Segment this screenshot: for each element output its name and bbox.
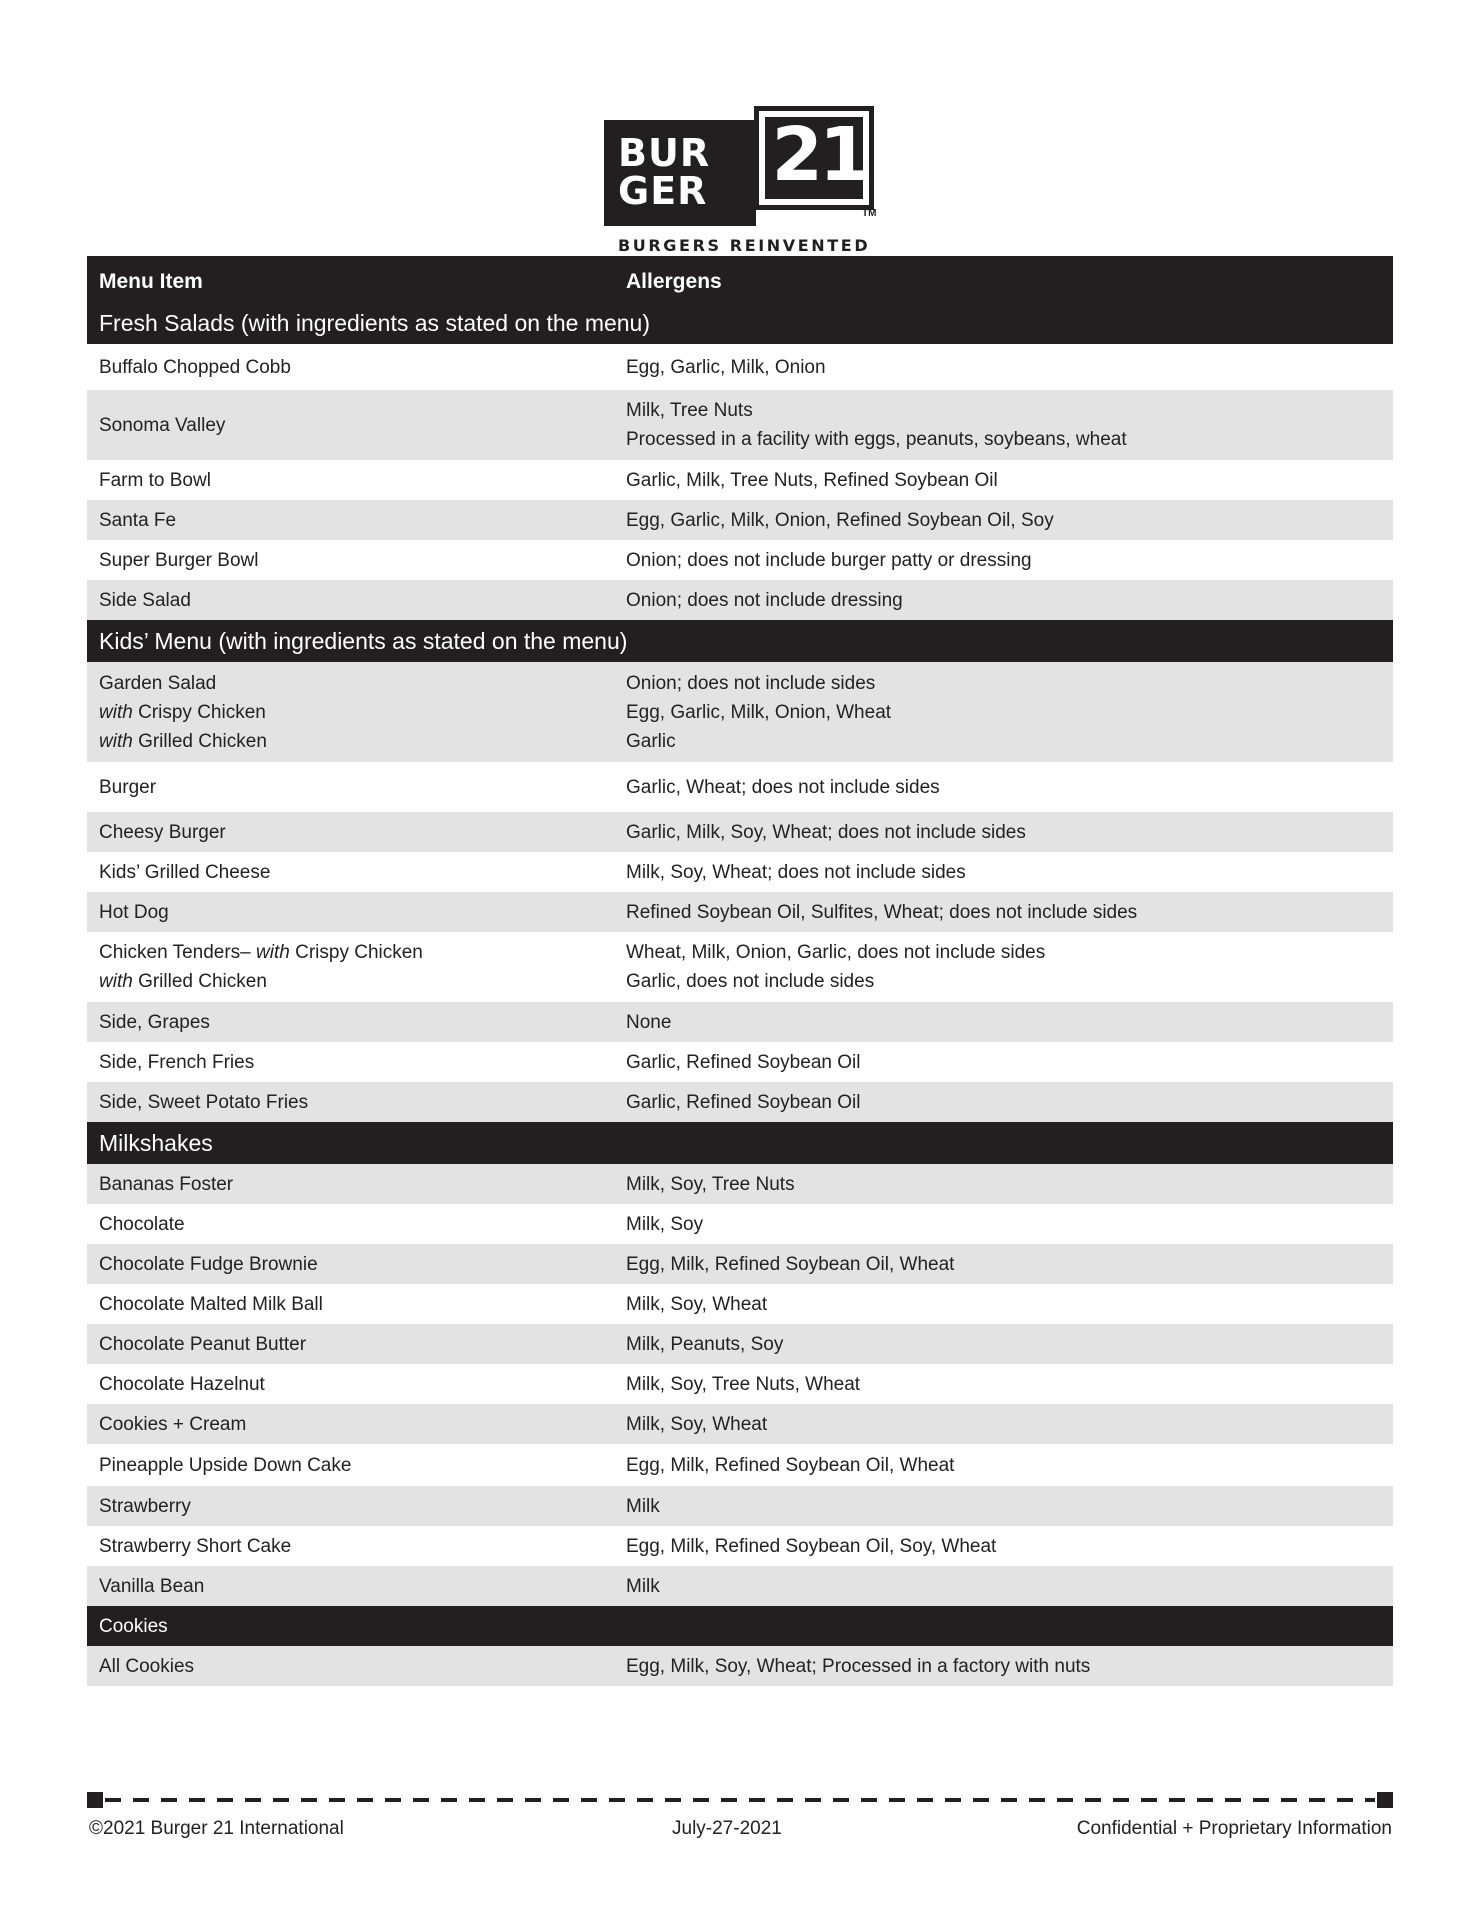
footer-dashed-divider [87, 1790, 1393, 1810]
divider-right-cap [1377, 1792, 1393, 1808]
table-row [87, 1002, 1393, 1042]
item-name: Vanilla Bean [87, 1566, 614, 1606]
table-row [87, 500, 1393, 540]
item-allergens: Egg, Milk, Soy, Wheat; Processed in a factory with nuts [614, 1646, 1393, 1686]
item-name: Cookies + Cream [87, 1404, 614, 1444]
item-name: Chocolate Malted Milk Ball [87, 1284, 614, 1324]
variant-label: Crispy Chicken [289, 942, 423, 963]
item-name: Chocolate Peanut Butter [87, 1324, 614, 1364]
with-label: with [99, 971, 133, 992]
item-allergens: Milk, Soy, Wheat [614, 1404, 1393, 1444]
item-name: Burger [87, 762, 614, 812]
section-header-salads [87, 302, 1393, 344]
variant-label: Grilled Chicken [132, 730, 267, 752]
item-allergens: None [614, 1002, 1393, 1042]
item-name: All Cookies [87, 1646, 614, 1686]
variant-label: Crispy Chicken [132, 701, 266, 723]
table-row [87, 1204, 1393, 1244]
logo-line-1: BUR [618, 131, 711, 175]
table-row [87, 892, 1393, 932]
item-allergens: Milk, Soy, Wheat; does not include sides [614, 852, 1393, 892]
table-row [87, 1404, 1393, 1444]
item-name: Kids’ Grilled Cheese [87, 852, 614, 892]
allergen-line: Milk, Tree Nuts [626, 400, 753, 421]
table-row [87, 1244, 1393, 1284]
allergen-line: Garlic [626, 730, 676, 752]
logo-number: 21 [771, 112, 867, 198]
table-row [87, 812, 1393, 852]
item-allergens: Onion; does not include burger patty or dressing [614, 540, 1393, 580]
item-allergens [614, 390, 1393, 460]
item-allergens: Egg, Garlic, Milk, Onion, Refined Soybean Oil, Soy [614, 500, 1393, 540]
item-line: Garden Salad [99, 672, 217, 694]
item-allergens: Garlic, Refined Soybean Oil [614, 1082, 1393, 1122]
section-title: Fresh Salads (with ingredients as stated on the menu) [87, 302, 1393, 344]
item-name [87, 932, 614, 1002]
divider-left-cap [87, 1792, 103, 1808]
section-header-milkshakes [87, 1122, 1393, 1164]
table-row [87, 344, 1393, 390]
table-row [87, 1444, 1393, 1486]
footer-copyright: ©2021 Burger 21 International [89, 1818, 344, 1839]
item-name: Bananas Foster [87, 1164, 614, 1204]
item-name [87, 662, 614, 762]
item-name: Chocolate [87, 1204, 614, 1244]
item-allergens: Egg, Garlic, Milk, Onion [614, 344, 1393, 390]
item-allergens: Garlic, Wheat; does not include sides [614, 762, 1393, 812]
table-row [87, 390, 1393, 460]
section-header-cookies [87, 1606, 1393, 1646]
item-allergens: Milk, Soy [614, 1204, 1393, 1244]
item-name: Side, Sweet Potato Fries [87, 1082, 614, 1122]
item-allergens: Refined Soybean Oil, Sulfites, Wheat; does not include sides [614, 892, 1393, 932]
with-label: with [256, 942, 290, 963]
header-allergens: Allergens [614, 256, 1393, 302]
footer-confidential: Confidential + Proprietary Information [1076, 1818, 1392, 1839]
table-row [87, 580, 1393, 620]
item-allergens: Onion; does not include dressing [614, 580, 1393, 620]
allergen-line: Egg, Garlic, Milk, Onion, Wheat [626, 701, 892, 723]
section-title: Cookies [87, 1606, 1393, 1646]
item-name: Santa Fe [87, 500, 614, 540]
item-name: Pineapple Upside Down Cake [87, 1444, 614, 1486]
item-allergens: Milk [614, 1486, 1393, 1526]
section-header-kids [87, 620, 1393, 662]
allergen-line: Onion; does not include sides [626, 672, 876, 694]
table-row [87, 460, 1393, 500]
allergen-line: Garlic, does not include sides [626, 971, 875, 992]
header-menu-item: Menu Item [87, 256, 614, 302]
table-header-row [87, 256, 1393, 302]
logo-tagline: BURGERS REINVENTED [618, 236, 871, 255]
table-row [87, 1566, 1393, 1606]
table-row [87, 1164, 1393, 1204]
table-row [87, 1364, 1393, 1404]
logo-line-2: GER [618, 169, 708, 213]
item-allergens: Egg, Milk, Refined Soybean Oil, Wheat [614, 1244, 1393, 1284]
item-name: Farm to Bowl [87, 460, 614, 500]
item-allergens: Milk, Peanuts, Soy [614, 1324, 1393, 1364]
item-name: Strawberry Short Cake [87, 1526, 614, 1566]
table-row [87, 852, 1393, 892]
item-line [99, 727, 614, 756]
item-name: Chocolate Fudge Brownie [87, 1244, 614, 1284]
item-line [99, 938, 614, 967]
logo-trademark: TM [862, 208, 877, 219]
with-label: with [99, 701, 133, 723]
item-allergens: Milk, Soy, Wheat [614, 1284, 1393, 1324]
item-line [99, 698, 614, 727]
item-name: Side Salad [87, 580, 614, 620]
logo-wordmark [604, 120, 756, 226]
item-allergens: Egg, Milk, Refined Soybean Oil, Wheat [614, 1444, 1393, 1486]
table-row [87, 540, 1393, 580]
logo-number-box [754, 106, 874, 210]
item-allergens [614, 932, 1393, 1002]
table-row [87, 1486, 1393, 1526]
table-row [87, 1284, 1393, 1324]
variant-label: Grilled Chicken [132, 971, 267, 992]
item-line [99, 967, 614, 996]
item-allergens [614, 662, 1393, 762]
allergen-line: Wheat, Milk, Onion, Garlic, does not include sides [626, 942, 1046, 963]
table-row [87, 662, 1393, 762]
with-label: with [99, 730, 133, 752]
section-title: Milkshakes [87, 1122, 1393, 1164]
table-row [87, 1526, 1393, 1566]
item-allergens: Garlic, Milk, Tree Nuts, Refined Soybean Oil [614, 460, 1393, 500]
allergen-line: Processed in a facility with eggs, peanuts, soybeans, wheat [626, 429, 1127, 450]
table-row [87, 762, 1393, 812]
table-row [87, 1042, 1393, 1082]
footer-date: July-27-2021 [672, 1818, 782, 1839]
item-name: Sonoma Valley [87, 390, 614, 460]
item-allergens: Milk, Soy, Tree Nuts [614, 1164, 1393, 1204]
burger21-logo [604, 106, 880, 256]
item-name: Cheesy Burger [87, 812, 614, 852]
item-allergens: Egg, Milk, Refined Soybean Oil, Soy, Wheat [614, 1526, 1393, 1566]
table-row [87, 1646, 1393, 1686]
item-allergens: Garlic, Milk, Soy, Wheat; does not include sides [614, 812, 1393, 852]
item-name: Strawberry [87, 1486, 614, 1526]
section-title: Kids’ Menu (with ingredients as stated on the menu) [87, 620, 1393, 662]
table-row [87, 932, 1393, 1002]
item-name: Side, Grapes [87, 1002, 614, 1042]
item-allergens: Milk [614, 1566, 1393, 1606]
allergen-table [87, 256, 1393, 1686]
item-name: Buffalo Chopped Cobb [87, 344, 614, 390]
item-name: Side, French Fries [87, 1042, 614, 1082]
table-row [87, 1082, 1393, 1122]
table-row [87, 1324, 1393, 1364]
item-name: Hot Dog [87, 892, 614, 932]
item-label: Chicken Tenders– [99, 942, 257, 963]
item-allergens: Garlic, Refined Soybean Oil [614, 1042, 1393, 1082]
item-allergens: Milk, Soy, Tree Nuts, Wheat [614, 1364, 1393, 1404]
item-name: Super Burger Bowl [87, 540, 614, 580]
item-name: Chocolate Hazelnut [87, 1364, 614, 1404]
